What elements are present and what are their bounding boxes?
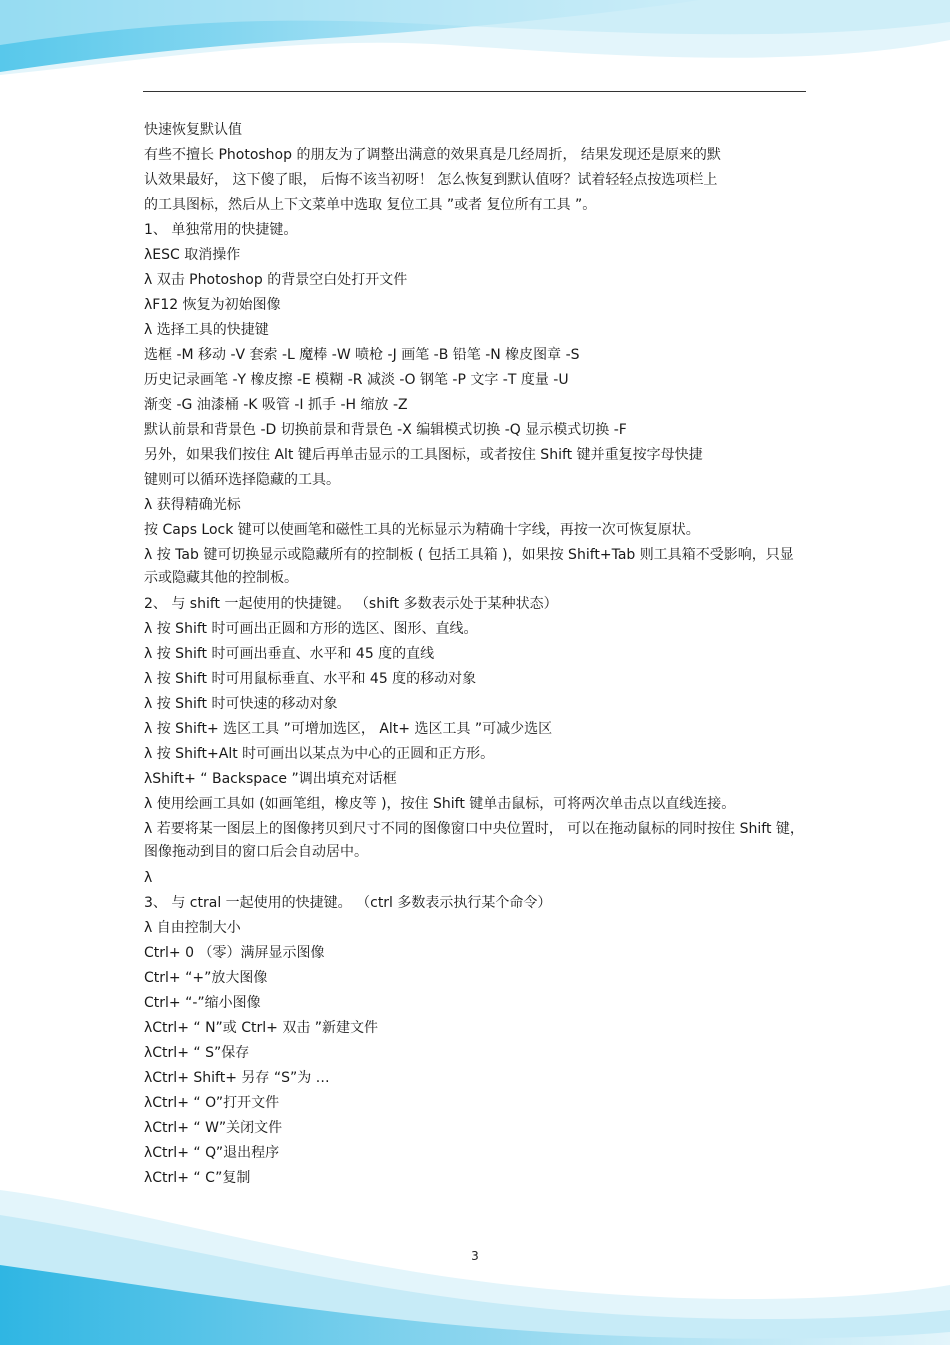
- list-item: λ 按 Tab 键可切换显示或隐藏所有的控制板 ( 包括工具箱 )，如果按 Shift+Tab 则工具箱不受影响，只显示或隐藏其他的控制板。: [144, 547, 794, 586]
- paragraph-line: 的工具图标，然后从上下文菜单中选取 复位工具 ”或者 复位所有工具 ”。: [144, 197, 597, 213]
- shortcut-line: Ctrl+ 0 （零）满屏显示图像: [144, 945, 325, 961]
- list-item: λ 按 Shift 时可画出正圆和方形的选区、图形、直线。: [144, 621, 478, 637]
- list-item: λ 按 Shift 时可画出垂直、水平和 45 度的直线: [144, 646, 435, 662]
- list-item: λ 按 Shift 时可用鼠标垂直、水平和 45 度的移动对象: [144, 671, 477, 687]
- header-rule: [143, 91, 806, 92]
- list-item: λCtrl+ “ N”或 Ctrl+ 双击 ”新建文件: [144, 1020, 379, 1036]
- paragraph-line: 键则可以循环选择隐藏的工具。: [144, 472, 340, 488]
- list-item: λCtrl+ “ O”打开文件: [144, 1095, 280, 1111]
- document-body: [144, 118, 804, 1191]
- list-item: λ 按 Shift+Alt 时可画出以某点为中心的正圆和正方形。: [144, 746, 495, 762]
- section-heading: 2、 与 shift 一起使用的快捷键。 （shift 多数表示处于某种状态）: [144, 596, 558, 612]
- page-number: 3: [471, 1249, 479, 1263]
- list-item: λCtrl+ “ W”关闭文件: [144, 1120, 283, 1136]
- list-item: λ 双击 Photoshop 的背景空白处打开文件: [144, 272, 408, 288]
- paragraph-line: 另外，如果我们按住 Alt 键后再单击显示的工具图标，或者按住 Shift 键并重复按字母快捷: [144, 447, 703, 463]
- list-item: λCtrl+ Shift+ 另存 “S”为 …: [144, 1070, 330, 1086]
- list-item: λ 若要将某一图层上的图像拷贝到尺寸不同的图像窗口中央位置时， 可以在拖动鼠标的同时按住 Shift 键，图像拖动到目的窗口后会自动居中。: [144, 821, 804, 860]
- list-item: λ 按 Shift+ 选区工具 ”可增加选区， Alt+ 选区工具 ”可减少选区: [144, 721, 553, 737]
- list-item: λ 获得精确光标: [144, 497, 241, 513]
- shortcut-line: Ctrl+ “+”放大图像: [144, 970, 268, 986]
- shortcut-line: Ctrl+ “-”缩小图像: [144, 995, 261, 1011]
- shortcut-line: 历史记录画笔 -Y 橡皮擦 -E 模糊 -R 减淡 -O 钢笔 -P 文字 -T 度量 -U: [144, 372, 569, 388]
- list-item: λ 按 Shift 时可快速的移动对象: [144, 696, 338, 712]
- shortcut-line: 渐变 -G 油漆桶 -K 吸管 -I 抓手 -H 缩放 -Z: [144, 397, 408, 413]
- paragraph-line: 有些不擅长 Photoshop 的朋友为了调整出满意的效果真是几经周折， 结果发现还是原来的默: [144, 147, 721, 163]
- list-item: λCtrl+ “ S”保存: [144, 1045, 250, 1061]
- list-item: λF12 恢复为初始图像: [144, 297, 281, 313]
- list-item: λ 使用绘画工具如 (如画笔组，橡皮等 )，按住 Shift 键单击鼠标，可将两次单击点以直线连接。: [144, 796, 736, 812]
- section-title: 快速恢复默认值: [144, 122, 242, 138]
- shortcut-line: 默认前景和背景色 -D 切换前景和背景色 -X 编辑模式切换 -Q 显示模式切换 -F: [144, 422, 627, 438]
- section-heading: 3、 与 ctral 一起使用的快捷键。 （ctrl 多数表示执行某个命令）: [144, 895, 552, 911]
- list-item: λ 选择工具的快捷键: [144, 322, 269, 338]
- paragraph-line: 按 Caps Lock 键可以使画笔和磁性工具的光标显示为精确十字线，再按一次可恢复原状。: [144, 522, 700, 538]
- list-item: λCtrl+ “ C”复制: [144, 1170, 251, 1186]
- list-item: λESC 取消操作: [144, 247, 241, 263]
- list-item: λCtrl+ “ Q”退出程序: [144, 1145, 280, 1161]
- shortcut-line: 选框 -M 移动 -V 套索 -L 魔棒 -W 喷枪 -J 画笔 -B 铅笔 -N 橡皮图章 -S: [144, 347, 580, 363]
- list-item: λ 自由控制大小: [144, 920, 241, 936]
- list-item: λShift+ “ Backspace ”调出填充对话框: [144, 771, 397, 787]
- section-heading: 1、 单独常用的快捷键。: [144, 222, 298, 238]
- paragraph-line: 认效果最好， 这下傻了眼， 后悔不该当初呀！ 怎么恢复到默认值呀？试着轻轻点按选项栏上: [144, 172, 718, 188]
- list-item: λ: [144, 870, 153, 886]
